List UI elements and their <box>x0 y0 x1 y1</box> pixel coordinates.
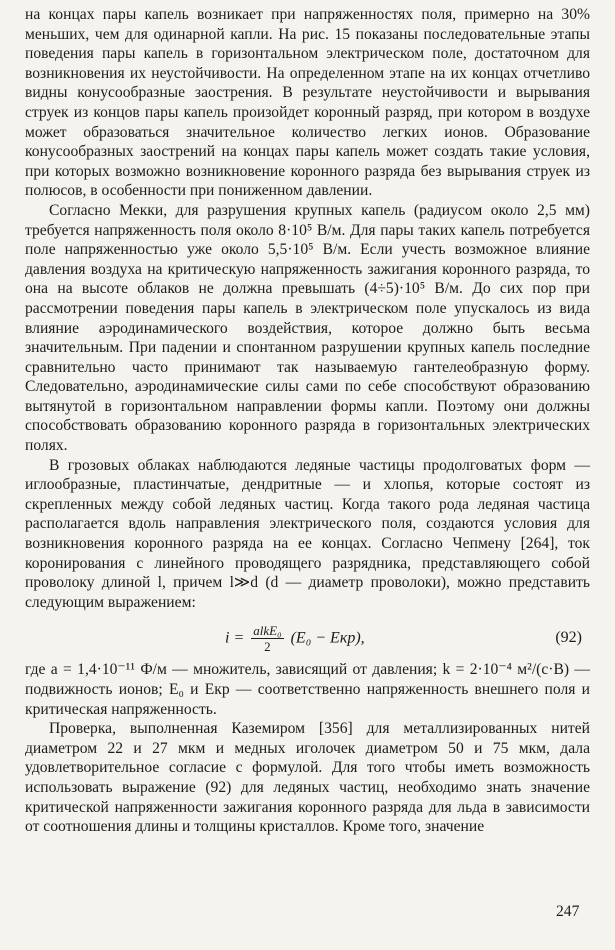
paragraph: на концах пары капель возникает при напряженностях поля, примерно на 30% меньших, чем для одинарной капли. На рис. 15 показаны последовательные этапы поведения пары капель в горизонтальном электрическом поле, достаточном для возникновения их неустойчивости. На определенном этапе на их концах отчетливо видны конусообразные заострения. В результате неустойчивости и вырывания струек из концов пары капель произойдет коронный разряд, при котором в воздухе может образоваться значительное количество легких ионов. Образование конусообразных заострений на концах пары капель может создать такие условия, при которых возможно возникновение коронного разряда без вырывания струек из полюсов, в особенности при пониженном давлении. <box>25 6 590 200</box>
equation-number: (92) <box>555 629 582 647</box>
fraction-denominator: 2 <box>264 639 271 655</box>
equation-expression <box>225 624 365 654</box>
fraction-numerator: alkE₀ <box>253 623 282 639</box>
paragraph: Согласно Мекки, для разрушения крупных капель (радиусом около 2,5 мм) требуется напряженность поля около 8·10⁵ В/м. Для пары таких капель потребуется поле напряженностью уже около 5,5·10⁵ В/м. Если учесть возможное влияние давления воздуха на критическую напряженность зажигания коронного разряда, то она на высоте облаков не должна превышать (4÷5)·10⁵ В/м. До сих пор при рассмотрении поведения пары капель в электрическом поле упускалось из вида влияние аэродинамического воздействия, которое должно быть весьма значительным. При падении и спонтанном разрушении крупных капель последние сравнительно часто принимают так называемую гантелеобразную форму. Следовательно, аэродинамические силы сами по себе способствуют образованию вытянутой в горизонтальном направлении формы капли. Поэтому они должны способствовать образованию коронного разряда в горизонтальных электрических полях. <box>25 201 590 455</box>
paragraph: В грозовых облаках наблюдаются ледяные частицы продолговатых форм — иглообразные, пластинчатые, дендритные — и хлопья, которые состоят из скрепленных между собой ледяных частиц. Когда такого рода ледяная частица располагается вдоль направления электрического поля, создаются условия для возникновения коронного разряда на ее концах. Согласно Чепмену [264], ток коронирования с линейного проводящего разрядника, представляющего собой проволоку длиной l, причем l≫d (d — диаметр проволоки), можно представить следующим выражением: <box>25 456 590 611</box>
paragraph: где a = 1,4·10⁻¹¹ Ф/м — множитель, зависящий от давления; k = 2·10⁻⁴ м²/(с·В) — подвижность ионов; E₀ и Eкр — соответственно напряженность внешнего поля и критическая напряженность. <box>25 661 590 718</box>
page-number: 247 <box>556 903 580 920</box>
equation-lhs: i = <box>225 630 245 648</box>
equation-fraction <box>251 624 283 654</box>
equation-rhs: (E₀ − Eкр), <box>290 630 365 648</box>
paragraph: Проверка, выполненная Каземиром [356] для металлизированных нитей диаметром 22 и 27 мкм и медных иголочек диаметром 50 и 75 мкм, дала удовлетворительное согласие с формулой. Для того чтобы иметь возможность использовать выражение (92) для ледяных частиц, необходимо знать значение критической напряженности зажигания коронного разряда для льда в зависимости от соотношения длины и толщины кристаллов. Кроме того, значение <box>25 720 590 836</box>
equation-92 <box>25 618 590 656</box>
body-text <box>25 5 590 837</box>
